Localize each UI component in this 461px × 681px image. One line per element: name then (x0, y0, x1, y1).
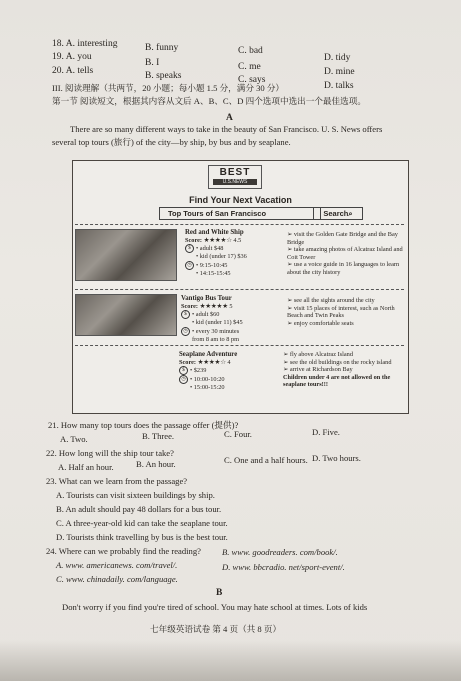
q20-option-d: D. talks (324, 81, 354, 91)
best-logo-subtext: U.S.NEWS (213, 179, 257, 185)
q22-stem: 22. How long will the ship tour take? (46, 448, 174, 458)
q19-option-d: D. mine (324, 67, 355, 77)
q21-option-c: C. Four. (224, 429, 252, 439)
tour-1-info (185, 229, 275, 277)
feature-item: ➢ enjoy comfortable seats (287, 319, 354, 327)
search-icon: ⌕ (348, 209, 353, 218)
search-input[interactable]: Top Tours of San Francisco (159, 207, 321, 220)
tour-3-info (179, 351, 275, 392)
q23-option-c: C. A three-year-old kid can take the seaplane tour. (56, 518, 228, 528)
divider (75, 224, 404, 225)
q20-option-b: B. speaks (145, 71, 182, 81)
tour-2-time-2: from 8 am to 8 pm (192, 335, 240, 343)
page-footer: 七年级英语试卷 第 4 页（共 8 页） (150, 624, 282, 634)
q24-option-a: A. www. americanews. com/travel/. (56, 560, 178, 570)
q23-option-a: A. Tourists can visit sixteen buildings by ship. (56, 490, 215, 500)
q24-stem: 24. Where can we probably find the reading? (46, 546, 201, 556)
q21-stem: 21. How many top tours does the passage offer (提供)? (48, 420, 239, 430)
q24-option-d: D. www. bbcradio. net/sport-event/. (222, 562, 345, 572)
q20-option-a: 20. A. tells (52, 66, 94, 76)
dollar-icon: $ (185, 244, 194, 253)
q18-option-a: 18. A. interesting (52, 39, 118, 49)
divider (75, 289, 404, 290)
section-instruction: 第一节 阅读短文，根据其内容从文后 A、B、C、D 四个选项中选出一个最佳选项。 (52, 96, 366, 106)
tour-3-time: ◷ • 10:00-10:20 (179, 375, 275, 384)
tour-2-score: Score: ★★★★★ 5 (181, 302, 233, 310)
q24-option-b: B. www. goodreaders. com/book/. (222, 547, 338, 557)
clock-icon: ◷ (181, 327, 190, 336)
star-rating-icon: ★★★★★ (199, 302, 228, 310)
tour-2-info (181, 295, 277, 343)
ad-headline: Find Your Next Vacation (189, 195, 292, 205)
q20-option-c: C. says (238, 75, 266, 85)
feature-item: ➢ take amazing photos of Alcatraz Island and Coit Tower (287, 246, 403, 261)
feature-item: ➢ fly above Alcatraz Island (283, 351, 353, 358)
best-logo-text: BEST (219, 167, 251, 178)
dollar-icon: $ (181, 310, 190, 319)
q22-option-c: C. One and a half hours. (224, 455, 308, 465)
q23-option-d: D. Tourists think travelling by bus is the best tour. (56, 532, 228, 542)
tour-3-score: Score: ★★★★☆ 4 (179, 358, 231, 366)
tour-2-time: ◷ • every 30 minutes (181, 327, 277, 336)
tour-2-features (287, 297, 405, 327)
clock-icon: ◷ (179, 375, 188, 384)
passage-a-line-2: several top tours (旅行) of the city—by ship, by bus and by seaplane. (52, 137, 291, 147)
best-logo (208, 165, 262, 189)
q22-option-a: A. Half an hour. (58, 462, 114, 472)
q24-option-c: C. www. chinadaily. com/language. (56, 574, 178, 584)
bus-photo (75, 294, 177, 336)
feature-item: ➢ use a voice guide in 16 languages to learn about the city history (287, 261, 400, 276)
feature-item: ➢ see the old buildings on the rocky island (283, 358, 392, 366)
q23-option-b: B. An adult should pay 48 dollars for a bus tour. (56, 504, 222, 514)
search-button[interactable] (313, 207, 363, 220)
tour-1-score: Score: ★★★★☆ 4.5 (185, 236, 242, 244)
passage-b-label: B (216, 588, 223, 598)
tour-1-name: Red and White Ship (185, 229, 244, 236)
q21-option-a: A. Two. (60, 434, 88, 444)
star-rating-icon: ★★★★☆ (203, 236, 232, 244)
q21-option-d: D. Five. (312, 427, 340, 437)
tour-1-time-2: • 14:15-15:45 (196, 269, 231, 277)
tour-advertisement (72, 160, 409, 414)
tour-3-features (283, 351, 405, 389)
clock-icon: ◷ (185, 261, 194, 270)
q19-option-c: C. me (238, 62, 261, 72)
feature-item: ➢ see all the sights around the city (287, 297, 375, 304)
feature-item: ➢ visit the Golden Gate Bridge and the Bay Bridge (287, 231, 398, 246)
tour-2-price: $ • adult $60 (181, 310, 277, 319)
passage-a-line-1: There are so many different ways to take in the beauty of San Francisco. U. S. News offers (70, 124, 383, 134)
feature-item: ➢ arrive at Richardson Bay (283, 366, 353, 373)
q19-option-b: B. I (145, 58, 160, 68)
star-rating-icon: ★★★★☆ (197, 358, 226, 366)
tour-1-price-kid: • kid (under 17) $36 (196, 253, 247, 260)
seaplane-note: Children under 4 are not allowed on the seaplane tours!!! (283, 373, 391, 388)
tour-1-price: $ • adult $48 (185, 244, 275, 253)
tour-2-name: Vantigo Bus Tour (181, 295, 232, 302)
q21-option-b: B. Three. (142, 431, 175, 441)
divider (75, 345, 404, 346)
passage-b-line-1: Don't worry if you find you're tired of school. You may hate school at times. Lots of kids (62, 602, 368, 612)
tour-3-name: Seaplane Adventure (179, 351, 238, 358)
tour-3-price: $ • $239 (179, 366, 275, 375)
q18-option-c: C. bad (238, 46, 263, 56)
q18-option-d: D. tidy (324, 53, 351, 63)
page-shadow (0, 640, 461, 681)
q18-option-b: B. funny (145, 43, 179, 53)
q23-stem: 23. What can we learn from the passage? (46, 476, 188, 486)
passage-a-label: A (226, 113, 233, 123)
q19-option-a: 19. A. you (52, 52, 92, 62)
dollar-icon: $ (179, 366, 188, 375)
section-title: III. 阅读理解（共两节，20 小题；每小题 1.5 分，满分 30 分） (52, 83, 285, 93)
q22-option-b: B. An hour. (136, 459, 176, 469)
tour-1-time: ◷ • 9:15-10:45 (185, 261, 275, 270)
feature-item: ➢ visit 15 places of interest, such as North Beach and Twin Peaks (287, 304, 395, 319)
q22-option-d: D. Two hours. (312, 453, 361, 463)
tour-3-time-2: • 15:00-15:20 (190, 384, 225, 391)
tour-1-features (287, 231, 405, 276)
search-button-label: Search (323, 209, 349, 218)
tour-2-price-kid: • kid (under 11) $45 (192, 319, 243, 326)
ship-photo (75, 229, 177, 281)
